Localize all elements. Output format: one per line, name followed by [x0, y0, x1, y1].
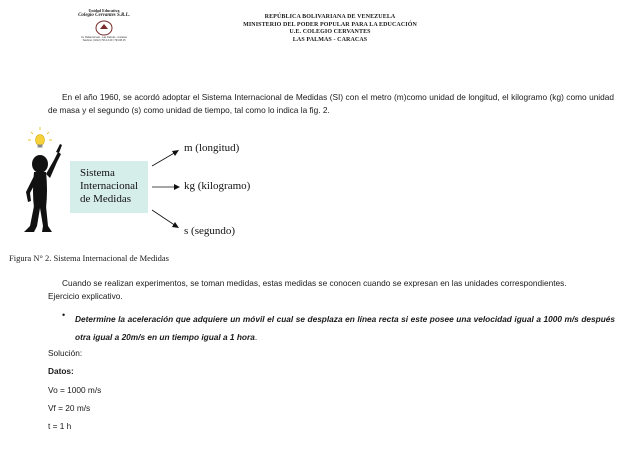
header-line-3: U.E. COLEGIO CERVANTES [289, 29, 371, 35]
body-paragraph: Cuando se realizan experimentos, se toman medidas, estas medidas se conocen cuando se expresan en las unidades correspondientes. [62, 278, 567, 288]
intro-paragraph: En el año 1960, se acordó adoptar el Sistema Internacional de Medidas (SI) con el metro (m)como unidad de longitud, el kilogramo (kg) como unidad de masa y el segundo (s) como unidad de tiempo, tal como lo indica la fig. 2. [48, 92, 614, 115]
exercise-heading: Ejercicio explicativo. [48, 291, 123, 301]
header-line-2: MINISTERIO DEL PODER POPULAR PARA LA EDUCACIÓN [243, 21, 417, 28]
header-line-4: LAS PALMAS - CARACAS [292, 36, 368, 43]
header-line-1: REPÚBLICA BOLIVARIANA DE VENEZUELA [264, 14, 396, 20]
solution-label: Solución: [48, 348, 83, 358]
si-box [70, 161, 148, 213]
logo-line-1: Unidad Educativa [88, 8, 120, 13]
lightbulb-icon [28, 127, 52, 148]
exercise-text: Determine la aceleración que adquiere un móvil el cual se desplaza en línea recta si este posee una velocidad igual a 1000 m/s después otra igual a 20m/s en un tiempo igual a 1 hora [75, 314, 615, 342]
si-diagram [0, 122, 640, 252]
exercise-period: . [254, 332, 258, 342]
data-item: Vf = 20 m/s [48, 403, 91, 413]
data-item: t = 1 h [48, 421, 72, 431]
logo-line-2: Colegio Cervantes S.R.L. [78, 13, 130, 18]
school-logo [68, 8, 140, 48]
unit-mass: kg (kilogramo) [184, 180, 251, 192]
unit-length: m (longitud) [184, 142, 240, 154]
bullet-icon: • [62, 310, 66, 320]
arrows [152, 150, 180, 228]
data-label: Datos: [48, 366, 74, 376]
institution-header [200, 14, 460, 44]
unit-time: s (segundo) [184, 225, 236, 237]
logo-line-3: Av. Rafael Arvelo - Las Palmas - Caracas [81, 36, 127, 39]
figure-caption: Figura N° 2. Sistema Internacional de Medidas [9, 253, 169, 263]
exercise-statement [75, 310, 615, 346]
logo-line-4: Telefono: (0212) 793.13.49 / 793.08.15 [82, 39, 126, 42]
si-box-label: Sistema Internacional de Medidas [80, 167, 139, 205]
data-item: Vo = 1000 m/s [48, 385, 102, 395]
seal-icon [94, 20, 114, 36]
stick-figure-icon [24, 144, 62, 232]
